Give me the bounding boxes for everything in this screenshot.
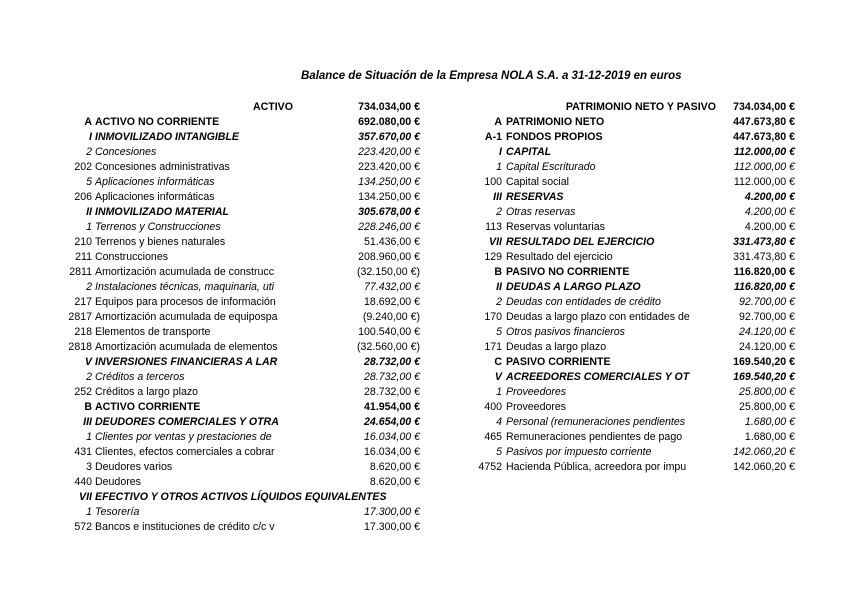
account-amount: 142.060,20 €: [733, 446, 795, 458]
account-code: 1: [496, 161, 502, 173]
account-amount: 4.200,00 €: [744, 191, 795, 203]
account-amount: 8.620,00 €: [369, 461, 420, 473]
activo-row: [60, 445, 420, 460]
account-amount: 116.820,00 €: [733, 281, 795, 293]
account-description: Proveedores: [506, 386, 567, 398]
account-description: Concesiones: [95, 146, 157, 158]
account-amount: 228.246,00 €: [358, 221, 420, 233]
account-code: 2: [496, 206, 502, 218]
activo-header-value: 734.034,00 €: [358, 101, 420, 113]
activo-row: [60, 340, 420, 355]
account-amount: 28.732,00 €: [364, 386, 420, 398]
account-amount: 447.673,80 €: [733, 116, 795, 128]
activo-row: [60, 265, 420, 280]
account-description: DEUDORES COMERCIALES Y OTRA: [95, 416, 279, 428]
activo-row: [60, 280, 420, 295]
pasivo-row: [470, 310, 795, 325]
account-description: Terrenos y Construcciones: [95, 221, 221, 233]
account-description: Capital social: [506, 176, 570, 188]
account-amount: 223.420,00 €: [358, 146, 420, 158]
pasivo-row: [470, 280, 795, 295]
account-code: B: [494, 266, 502, 278]
pasivo-row: [470, 160, 795, 175]
activo-row: [60, 325, 420, 340]
account-description: Equipos para procesos de información: [95, 296, 276, 308]
account-description: Resultado del ejercicio: [506, 251, 613, 263]
pasivo-row: [470, 295, 795, 310]
account-description: ACTIVO CORRIENTE: [95, 401, 201, 413]
account-amount: 112.000,00 €: [733, 146, 795, 158]
account-code: 2: [496, 296, 502, 308]
account-description: Pasivos por impuesto corriente: [506, 446, 652, 458]
pasivo-row: [470, 265, 795, 280]
account-amount: 24.120,00 €: [739, 326, 795, 338]
account-description: Deudas a largo plazo: [506, 341, 607, 353]
account-code: I: [499, 146, 502, 158]
activo-row: [60, 475, 420, 490]
account-description: Amortización acumulada de elementos: [95, 341, 278, 353]
account-code: 217: [74, 296, 92, 308]
pasivo-row: [470, 220, 795, 235]
account-description: ACTIVO NO CORRIENTE: [95, 116, 220, 128]
pasivo-row: [470, 235, 795, 250]
activo-row: [60, 115, 420, 130]
pasivo-row: [470, 115, 795, 130]
account-code: 252: [74, 386, 92, 398]
account-code: 1: [496, 386, 502, 398]
activo-row: [60, 235, 420, 250]
pasivo-column: [470, 100, 795, 475]
pasivo-header-label: PATRIMONIO NETO Y PASIVO: [565, 101, 716, 113]
account-amount: 16.034,00 €: [364, 446, 420, 458]
account-code: 2811: [69, 266, 92, 278]
account-amount: 331.473,80 €: [733, 236, 795, 248]
account-description: INVERSIONES FINANCIERAS A LAR: [95, 356, 278, 368]
account-description: Instalaciones técnicas, maquinaria, uti: [95, 281, 275, 293]
account-code: 170: [484, 311, 502, 323]
pasivo-row: [470, 325, 795, 340]
activo-row: [60, 430, 420, 445]
account-amount: 134.250,00 €: [358, 191, 420, 203]
account-amount: 17.300,00 €: [364, 521, 420, 533]
account-code: 171: [484, 341, 502, 353]
account-amount: 92.700,00 €: [739, 311, 795, 323]
account-amount: 92.700,00 €: [739, 296, 795, 308]
account-description: CAPITAL: [506, 146, 552, 158]
account-description: Aplicaciones informáticas: [95, 191, 215, 203]
account-description: Capital Escriturado: [506, 161, 596, 173]
account-description: Deudas a largo plazo con entidades de: [506, 311, 690, 323]
activo-row: [60, 355, 420, 370]
account-amount: 16.034,00 €: [364, 431, 420, 443]
account-description: DEUDAS A LARGO PLAZO: [506, 281, 641, 293]
account-code: A: [84, 116, 92, 128]
pasivo-row: [470, 445, 795, 460]
activo-row: [60, 295, 420, 310]
account-code: 218: [74, 326, 92, 338]
account-description: Personal (remuneraciones pendientes: [506, 416, 686, 428]
pasivo-header-value: 734.034,00 €: [733, 101, 795, 113]
account-amount: 447.673,80 €: [733, 131, 795, 143]
account-code: V: [84, 356, 92, 368]
account-code: 2818: [68, 341, 92, 353]
pasivo-header-row: [470, 100, 795, 115]
account-description: INMOVILIZADO INTANGIBLE: [95, 131, 239, 143]
pasivo-row: [470, 130, 795, 145]
account-description: PATRIMONIO NETO: [506, 116, 605, 128]
account-amount: 25.800,00 €: [739, 386, 795, 398]
account-code: II: [86, 206, 92, 218]
account-description: Tesorería: [95, 506, 140, 518]
account-code: VII: [79, 491, 92, 503]
account-amount: 1.680,00 €: [744, 416, 795, 428]
account-description: Deudas con entidades de crédito: [506, 296, 661, 308]
activo-row: [60, 205, 420, 220]
account-description: Remuneraciones pendientes de pago: [506, 431, 683, 443]
account-amount: 112.000,00 €: [733, 161, 795, 173]
account-amount: (32.560,00 €): [356, 341, 420, 353]
pasivo-row: [470, 175, 795, 190]
activo-row: [60, 250, 420, 265]
account-code: VII: [489, 236, 502, 248]
account-code: 211: [75, 251, 92, 263]
account-description: Hacienda Pública, acreedora por impu: [506, 461, 687, 473]
activo-row: [60, 160, 420, 175]
account-code: 2817: [68, 311, 92, 323]
document-title: Balance de Situación de la Empresa NOLA S.A. a 31-12-2019 en euros: [301, 70, 682, 82]
account-amount: 142.060,20 €: [733, 461, 795, 473]
account-description: Clientes, efectos comerciales a cobrar: [95, 446, 275, 458]
account-code: 206: [74, 191, 92, 203]
account-code: II: [496, 281, 502, 293]
account-description: Bancos e instituciones de crédito c/c v: [95, 521, 275, 533]
account-amount: 4.200,00 €: [744, 206, 795, 218]
activo-row: [60, 145, 420, 160]
account-code: A-1: [484, 131, 502, 143]
activo-row: [60, 400, 420, 415]
account-code: III: [83, 416, 92, 428]
activo-row: [60, 370, 420, 385]
pasivo-row: [470, 430, 795, 445]
account-description: EFECTIVO Y OTROS ACTIVOS LÍQUIDOS EQUIVALENTES: [95, 491, 387, 503]
activo-row: [60, 220, 420, 235]
account-amount: 134.250,00 €: [358, 176, 420, 188]
account-code: B: [84, 401, 92, 413]
account-description: Terrenos y bienes naturales: [95, 236, 226, 248]
account-code: 113: [485, 221, 502, 233]
account-description: Créditos a terceros: [95, 371, 185, 383]
account-code: 129: [484, 251, 502, 263]
account-code: 5: [496, 326, 502, 338]
pasivo-row: [470, 370, 795, 385]
pasivo-row: [470, 460, 795, 475]
pasivo-row: [470, 145, 795, 160]
account-code: 431: [74, 446, 92, 458]
activo-row: [60, 505, 420, 520]
pasivo-row: [470, 400, 795, 415]
account-amount: (9.240,00 €): [362, 311, 420, 323]
account-amount: 169.540,20 €: [733, 371, 795, 383]
account-code: 2: [86, 281, 92, 293]
account-amount: 4.200,00 €: [744, 221, 795, 233]
account-amount: 25.800,00 €: [739, 401, 795, 413]
account-description: Proveedores: [506, 401, 567, 413]
pasivo-row: [470, 190, 795, 205]
account-description: Reservas voluntarias: [506, 221, 605, 233]
activo-row: [60, 520, 420, 535]
account-amount: (32.150,00 €): [356, 266, 420, 278]
account-description: PASIVO CORRIENTE: [506, 356, 611, 368]
pasivo-row: [470, 415, 795, 430]
activo-row: [60, 415, 420, 430]
activo-header-label: ACTIVO: [252, 101, 293, 113]
account-amount: 331.473,80 €: [733, 251, 795, 263]
account-code: 5: [86, 176, 92, 188]
account-amount: 18.692,00 €: [364, 296, 420, 308]
account-description: Amortización acumulada de construcc: [95, 266, 275, 278]
account-code: 465: [484, 431, 502, 443]
account-code: 2: [86, 146, 92, 158]
pasivo-row: [470, 205, 795, 220]
account-amount: 100.540,00 €: [358, 326, 420, 338]
activo-row: [60, 130, 420, 145]
account-amount: 51.436,00 €: [364, 236, 420, 248]
account-code: 202: [74, 161, 92, 173]
account-code: 440: [74, 476, 92, 488]
account-amount: 77.432,00 €: [364, 281, 420, 293]
account-amount: 692.080,00 €: [358, 116, 420, 128]
account-description: INMOVILIZADO MATERIAL: [95, 206, 229, 218]
account-description: FONDOS PROPIOS: [506, 131, 603, 143]
account-code: 2: [86, 371, 92, 383]
account-code: A: [494, 116, 502, 128]
account-description: Clientes por ventas y prestaciones de: [95, 431, 272, 443]
pasivo-row: [470, 355, 795, 370]
activo-row: [60, 190, 420, 205]
account-code: 400: [484, 401, 502, 413]
pasivo-row: [470, 250, 795, 265]
account-code: 1: [86, 506, 92, 518]
pasivo-row: [470, 340, 795, 355]
account-code: I: [89, 131, 92, 143]
account-amount: 169.540,20 €: [733, 356, 795, 368]
account-description: Deudores varios: [95, 461, 173, 473]
account-code: III: [493, 191, 502, 203]
account-code: C: [494, 356, 502, 368]
account-amount: 17.300,00 €: [364, 506, 420, 518]
account-amount: 28.732,00 €: [364, 356, 420, 368]
account-amount: 305.678,00 €: [358, 206, 420, 218]
account-description: Amortización acumulada de equipospa: [95, 311, 278, 323]
account-amount: 116.820,00 €: [733, 266, 795, 278]
account-amount: 24.120,00 €: [739, 341, 795, 353]
activo-row: [60, 310, 420, 325]
activo-header-row: [60, 100, 420, 115]
account-description: RESERVAS: [506, 191, 564, 203]
account-code: 572: [74, 521, 92, 533]
account-code: 5: [496, 446, 502, 458]
account-amount: 24.654,00 €: [364, 416, 420, 428]
pasivo-row: [470, 385, 795, 400]
account-amount: 357.670,00 €: [358, 131, 420, 143]
account-code: 1: [86, 431, 92, 443]
account-description: PASIVO NO CORRIENTE: [506, 266, 630, 278]
account-description: Concesiones administrativas: [95, 161, 230, 173]
activo-row: [60, 490, 420, 505]
account-description: Créditos a largo plazo: [95, 386, 199, 398]
account-code: 4752: [478, 461, 502, 473]
account-amount: 41.954,00 €: [364, 401, 420, 413]
account-description: Otras reservas: [506, 206, 576, 218]
activo-row: [60, 460, 420, 475]
account-code: 1: [86, 221, 92, 233]
account-amount: 8.620,00 €: [369, 476, 420, 488]
account-description: Elementos de transporte: [95, 326, 211, 338]
account-description: ACREEDORES COMERCIALES Y OT: [506, 371, 690, 383]
activo-row: [60, 175, 420, 190]
account-amount: 208.960,00 €: [358, 251, 420, 263]
account-description: Otros pasivos financieros: [506, 326, 625, 338]
account-description: Construcciones: [95, 251, 169, 263]
account-description: RESULTADO DEL EJERCICIO: [506, 236, 655, 248]
account-code: 4: [496, 416, 502, 428]
activo-column: [60, 100, 420, 535]
account-amount: 1.680,00 €: [744, 431, 795, 443]
account-amount: 223.420,00 €: [358, 161, 420, 173]
account-amount: 112.000,00 €: [733, 176, 795, 188]
account-code: V: [494, 371, 502, 383]
account-description: Aplicaciones informáticas: [95, 176, 215, 188]
account-amount: 28.732,00 €: [364, 371, 420, 383]
account-description: Deudores: [95, 476, 141, 488]
account-code: 100: [484, 176, 502, 188]
account-code: 3: [86, 461, 92, 473]
activo-row: [60, 385, 420, 400]
account-code: 210: [74, 236, 92, 248]
